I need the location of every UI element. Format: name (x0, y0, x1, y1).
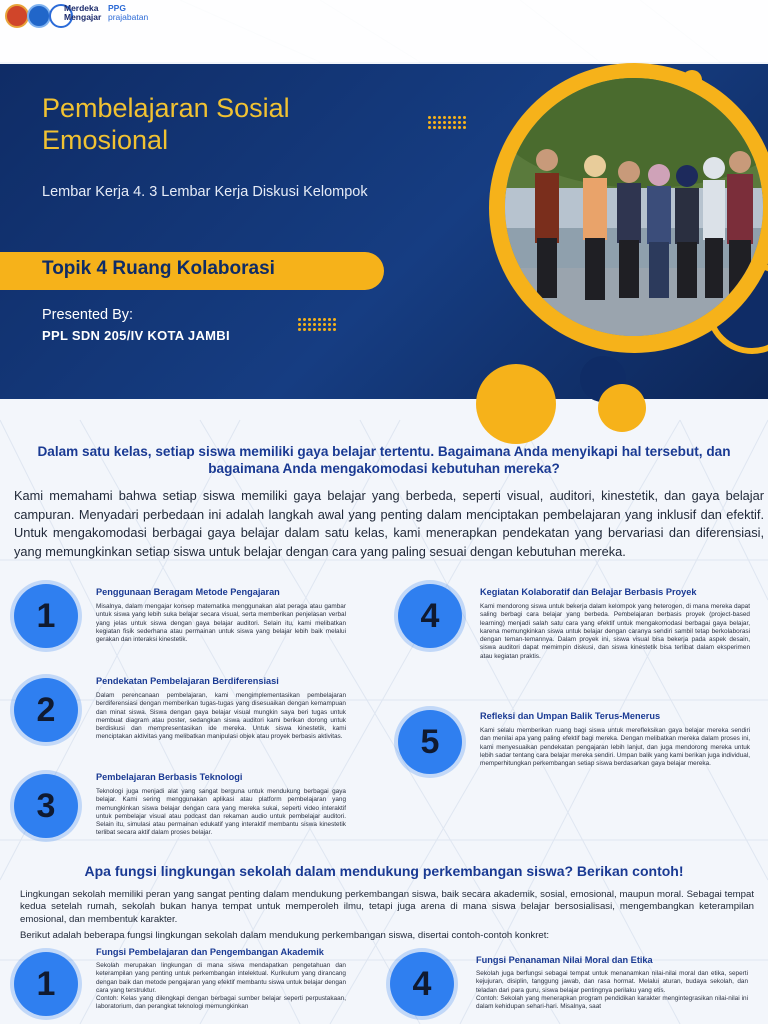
item-body: Teknologi juga menjadi alat yang sangat berguna untuk mendukung berbagai gaya belajar. Kami sering menggunakan aplikasi atau platform pembelajaran yang memungkinkan siswa belajar dengan cara yang mereka sukai, seperti video interaktif untuk pembelajar visual atau podcast dan rekaman audio untuk pembelajar auditori. Selain itu, simulasi atau permainan edukatif yang interaktif membantu siswa kinestetik terlibat secara aktif dalam proses belajar. (96, 788, 346, 837)
logo-prajabatan: prajabatan (108, 12, 149, 22)
decorative-circle (476, 364, 556, 444)
item-title: Pembelajaran Berbasis Teknologi (96, 772, 243, 782)
decorative-dots (298, 318, 336, 331)
item-title: Penggunaan Beragam Metode Pengajaran (96, 587, 280, 597)
item-body (476, 970, 748, 1024)
presented-by-label: Presented By: (42, 307, 134, 323)
number-badge (14, 678, 78, 742)
item-body (96, 962, 346, 1024)
number-badge (14, 584, 78, 648)
section1-intro: Kami memahami bahwa setiap siswa memiliki gaya belajar yang berbeda, seperti visual, auditori, kinestetik, dan gaya belajar campuran. Menyadari perbedaan ini adalah langkah awal yang penting dalam menciptakan pembelajaran yang inklusif dan efektif. Untuk mengakomodasi berbagai gaya belajar dalam satu kelas, kami menerapkan pendekatan yang bervariasi dan diferensiasi, yang memungkinkan setiap siswa untuk belajar dengan cara yang paling sesuai dengan kebutuhan mereka. (14, 488, 764, 559)
item-description: Sekolah merupakan lingkungan di mana siswa mendapatkan pengetahuan dan keterampilan yang penting untuk perkembangan intelektual. Kurikulum yang dirancang dengan baik dan metode pengajaran yang efektif membantu siswa untuk belajar dengan cara yang terstruktur. (96, 962, 346, 994)
decorative-circle (598, 384, 646, 432)
item-body: Dalam perencanaan pembelajaran, kami mengimplementasikan pembelajaran berdiferensiasi dengan memberikan tugas-tugas yang disesuaikan dengan kemampuan dan minat siswa. Siswa dengan gaya belajar visual mungkin saya beri tugas untuk membuat diagram atau poster, sedangkan siswa auditori kami berikan dorong untuk berdiskusi dan mempresentasikan ide mereka. Untuk siswa kinestetik, kami menciptakan aktivitas yang melibatkan manipulasi objek atau proyek berbasis aktivitas. (96, 692, 346, 741)
logo-line2: Mengajar (64, 12, 102, 22)
group-photo (505, 78, 763, 336)
topic-title: Topik 4 Ruang Kolaborasi (42, 258, 275, 279)
ppg-logo-text (108, 4, 148, 22)
item-title: Refleksi dan Umpan Balik Terus-Menerus (480, 711, 661, 721)
section2-intro2: Berikut adalah beberapa fungsi lingkungan sekolah dalam mendukung perkembangan siswa, disertai contoh-contoh konkret: (20, 930, 550, 941)
number-badge (14, 774, 78, 838)
number-label: 1 (36, 965, 56, 1003)
item-title: Fungsi Penanaman Nilai Moral dan Etika (476, 955, 653, 965)
number-badge (390, 952, 454, 1016)
item-description: Sekolah juga berfungsi sebagai tempat untuk menanamkan nilai-nilai moral dan etika, seperti kejujuran, disiplin, tanggung jawab, dan rasa hormat. Melalui aturan, budaya sekolah, dan teladan dari para guru, siswa belajar pentingnya perilaku yang etis. (476, 970, 748, 994)
tut-wuri-logo-icon (27, 4, 51, 28)
item-body: Kami mendorong siswa untuk bekerja dalam kelompok yang heterogen, di mana mereka dapat saling berbagi cara belajar yang berbeda. Pembelajaran berbasis proyek (project-based learning) menjadi salah satu cara yang efektif untuk mengakomodasi berbagai gaya belajar, karena memungkinkan siswa untuk belajar dengan caranya sendiri sambil tetap berkolaborasi dengan teman-temannya. Dalam proyek ini, siswa visual bisa bekerja pada aspek desain, siswa auditori dapat memimpin diskusi, dan siswa kinestetik bisa terlibat dalam eksperimen atau kegiatan praktis. (480, 603, 750, 660)
item-body: Kami selalu memberikan ruang bagi siswa untuk merefleksikan gaya belajar mereka sendiri dan menilai apa yang paling efektif bagi mereka. Dengan melibatkan mereka dalam proses ini, kami menyesuaikan pendekatan pengajaran lebih lanjut, dan juga mendorong mereka untuk lebih sadar tentang cara belajar mereka sendiri. Umpan balik yang kami berikan juga individual, memperhitungkan perkembangan setiap siswa berdasarkan gaya belajar mereka. (480, 727, 750, 768)
number-badge (398, 584, 462, 648)
item-example: Contoh: Sekolah yang menerapkan program pendidikan karakter mengintegrasikan nilai-nilai ini dalam kehidupan sehari-hari. Misalnya, saat (476, 994, 748, 1011)
item-body: Misalnya, dalam mengajar konsep matematika menggunakan alat peraga atau gambar untuk siswa yang lebih suka belajar secara visual, serta memberikan penjelasan verbal yang jelas untuk siswa dengan gaya belajar auditori. Selain itu, kami melibatkan kegiatan fisik sederhana atau permainan untuk siswa yang belajar lebih baik melalui gerakan dan interaksi kinestetik. (96, 603, 346, 644)
page-title: Pembelajaran Sosial Emosional (42, 93, 290, 155)
number-label: 3 (36, 787, 56, 825)
decorative-dots (428, 116, 466, 129)
number-label: 4 (412, 965, 432, 1003)
number-badge (14, 952, 78, 1016)
presenter-name: PPL SDN 205/IV KOTA JAMBI (42, 328, 230, 343)
number-badge (398, 710, 462, 774)
number-label: 2 (36, 691, 56, 729)
item-title: Kegiatan Kolaboratif dan Belajar Berbasis Proyek (480, 587, 697, 597)
group-photo-image (505, 78, 763, 336)
number-label: 1 (36, 597, 56, 635)
section2-intro: Lingkungan sekolah memiliki peran yang sangat penting dalam mendukung perkembangan siswa, baik secara akademik, sosial, emosional, maupun moral. Sebagai tempat kedua setelah rumah, sekolah bukan hanya tempat untuk memperoleh ilmu, tetapi juga arena di mana siswa belajar bersosialisasi, mengembangkan keterampilan emosional, dan membentuk karakter. (20, 889, 754, 925)
item-example: Contoh: Kelas yang dilengkapi dengan berbagai sumber belajar seperti perpustakaan, laboratorium, dan perangkat teknologi memungkinkan (96, 995, 346, 1011)
item-title: Pendekatan Pembelajaran Berdiferensiasi (96, 676, 279, 686)
number-label: 4 (420, 597, 440, 635)
section1-question: Dalam satu kelas, setiap siswa memiliki gaya belajar tertentu. Bagaimana Anda menyikapi hal tersebut, dan bagaimana Anda mengakomodasi kebutuhan mereka? (37, 444, 731, 476)
page-subtitle: Lembar Kerja 4. 3 Lembar Kerja Diskusi Kelompok (42, 184, 368, 200)
item-title: Fungsi Pembelajaran dan Pengembangan Akademik (96, 947, 324, 957)
logo-line1: Merdeka (64, 3, 99, 13)
logo-ppg: PPG (108, 3, 126, 13)
institution-logo-icon (5, 4, 29, 28)
number-label: 5 (420, 723, 440, 761)
merdeka-mengajar-logo-text (64, 4, 101, 22)
section2-question: Apa fungsi lingkungan sekolah dalam mendukung perkembangan siswa? Berikan contoh! (84, 863, 684, 879)
logo-bar (0, 0, 768, 62)
